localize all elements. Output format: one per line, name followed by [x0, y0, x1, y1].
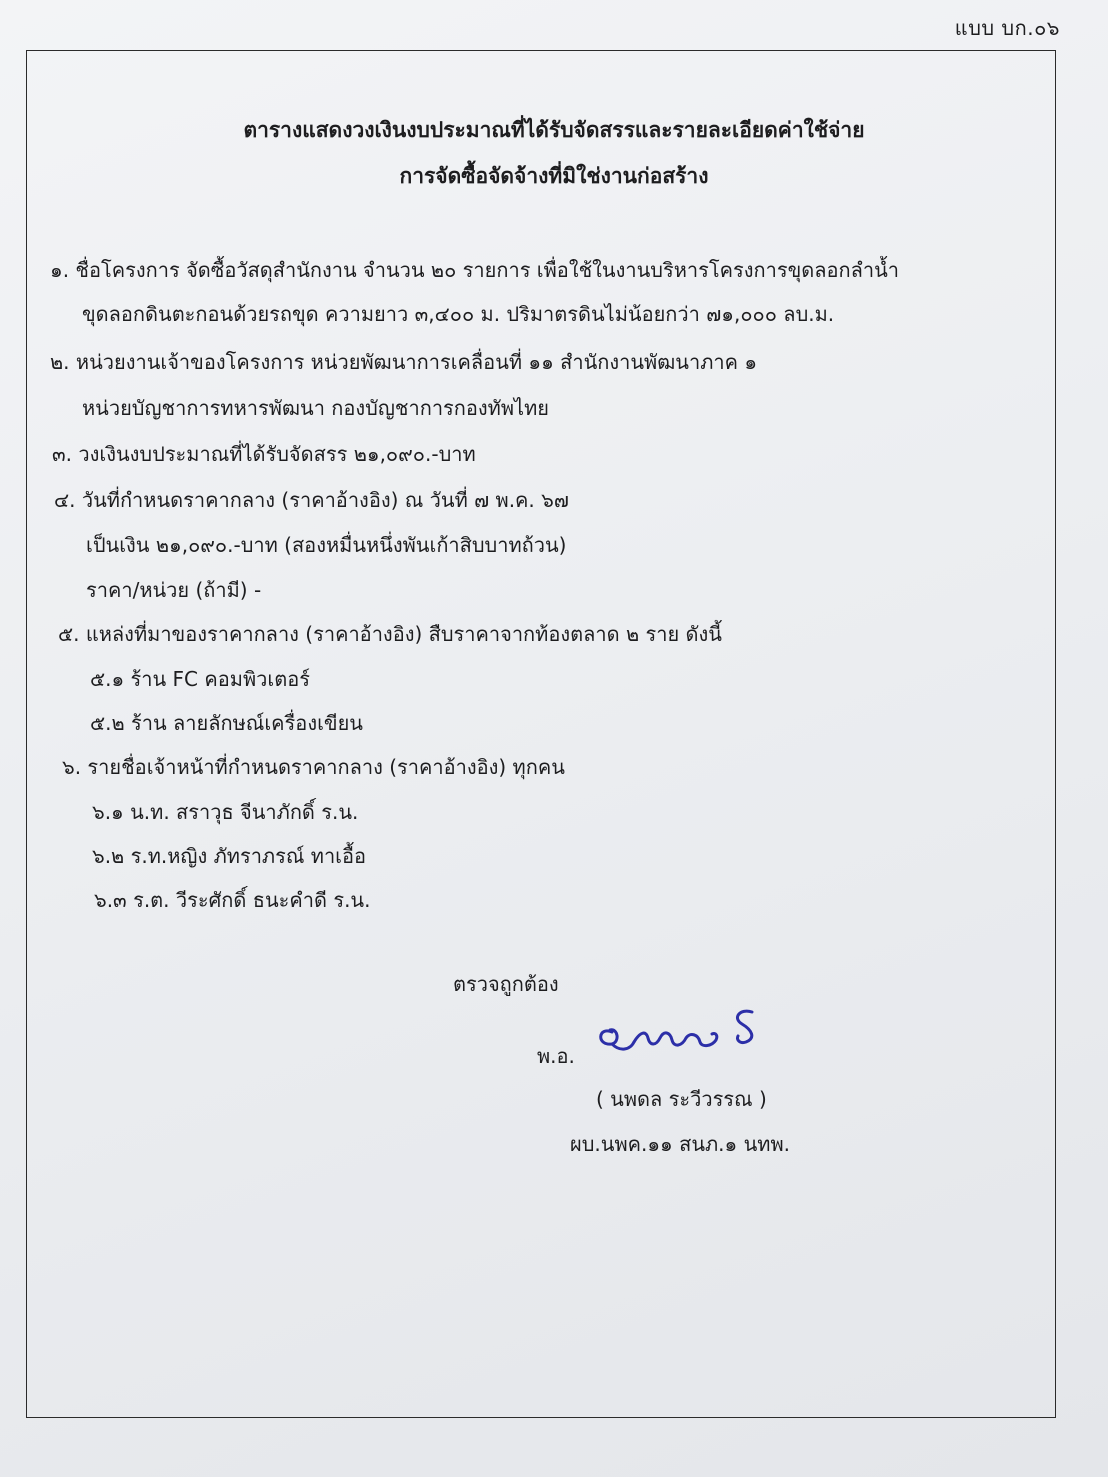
signer-name: ( นพดล ระวีวรรณ ) [596, 1087, 767, 1111]
signer-position: ผบ.นพค.๑๑ สนภ.๑ นทพ. [570, 1132, 790, 1156]
item-2-line2: หน่วยบัญชาการทหารพัฒนา กองบัญชาการกองทัพไทย [82, 396, 550, 420]
item-5-sub1: ๕.๑ ร้าน FC คอมพิวเตอร์ [90, 667, 310, 691]
item-1-line1: ๑. ชื่อโครงการ จัดซื้อวัสดุสำนักงาน จำนวน ๒๐ รายการ เพื่อใช้ในงานบริหารโครงการขุดลอกลำน้ำ [50, 258, 899, 282]
handwritten-signature [590, 1002, 780, 1066]
signer-rank: พ.อ. [537, 1044, 575, 1068]
document-title-line1: ตารางแสดงวงเงินงบประมาณที่ได้รับจัดสรรและรายละเอียดค่าใช้จ่าย [243, 118, 865, 142]
item-4-line1: ๔. วันที่กำหนดราคากลาง (ราคาอ้างอิง) ณ วันที่ ๗ พ.ค. ๖๗ [54, 488, 569, 512]
item-6-line1: ๖. รายชื่อเจ้าหน้าที่กำหนดราคากลาง (ราคาอ้างอิง) ทุกคน [62, 755, 565, 779]
item-6-sub1: ๖.๑ น.ท. สราวุธ จีนาภักดิ์ ร.น. [92, 800, 359, 824]
document-title-line2: การจัดซื้อจัดจ้างที่มิใช่งานก่อสร้าง [399, 164, 709, 188]
item-1-line2: ขุดลอกดินตะกอนด้วยรถขุด ความยาว ๓,๔๐๐ ม. ปริมาตรดินไม่น้อยกว่า ๗๑,๐๐๐ ลบ.ม. [82, 302, 835, 326]
item-5-sub2: ๕.๒ ร้าน ลายลักษณ์เครื่องเขียน [90, 711, 363, 735]
item-4-line3: ราคา/หน่วย (ถ้ามี) - [86, 578, 262, 602]
item-3-line1: ๓. วงเงินงบประมาณที่ได้รับจัดสรร ๒๑,๐๙๐.-บาท [52, 442, 476, 466]
item-6-sub3: ๖.๓ ร.ต. วีระศักดิ์ ธนะคำดี ร.น. [94, 888, 371, 912]
form-code: แบบ บก.๐๖ [954, 16, 1060, 40]
verified-label: ตรวจถูกต้อง [453, 972, 559, 996]
item-6-sub2: ๖.๒ ร.ท.หญิง ภัทราภรณ์ ทาเอื้อ [92, 844, 367, 868]
item-4-line2: เป็นเงิน ๒๑,๐๙๐.-บาท (สองหมื่นหนึ่งพันเก้าสิบบาทถ้วน) [86, 533, 567, 557]
item-2-line1: ๒. หน่วยงานเจ้าของโครงการ หน่วยพัฒนาการเคลื่อนที่ ๑๑ สำนักงานพัฒนาภาค ๑ [50, 350, 758, 374]
item-5-line1: ๕. แหล่งที่มาของราคากลาง (ราคาอ้างอิง) สืบราคาจากท้องตลาด ๒ ราย ดังนี้ [58, 622, 722, 646]
